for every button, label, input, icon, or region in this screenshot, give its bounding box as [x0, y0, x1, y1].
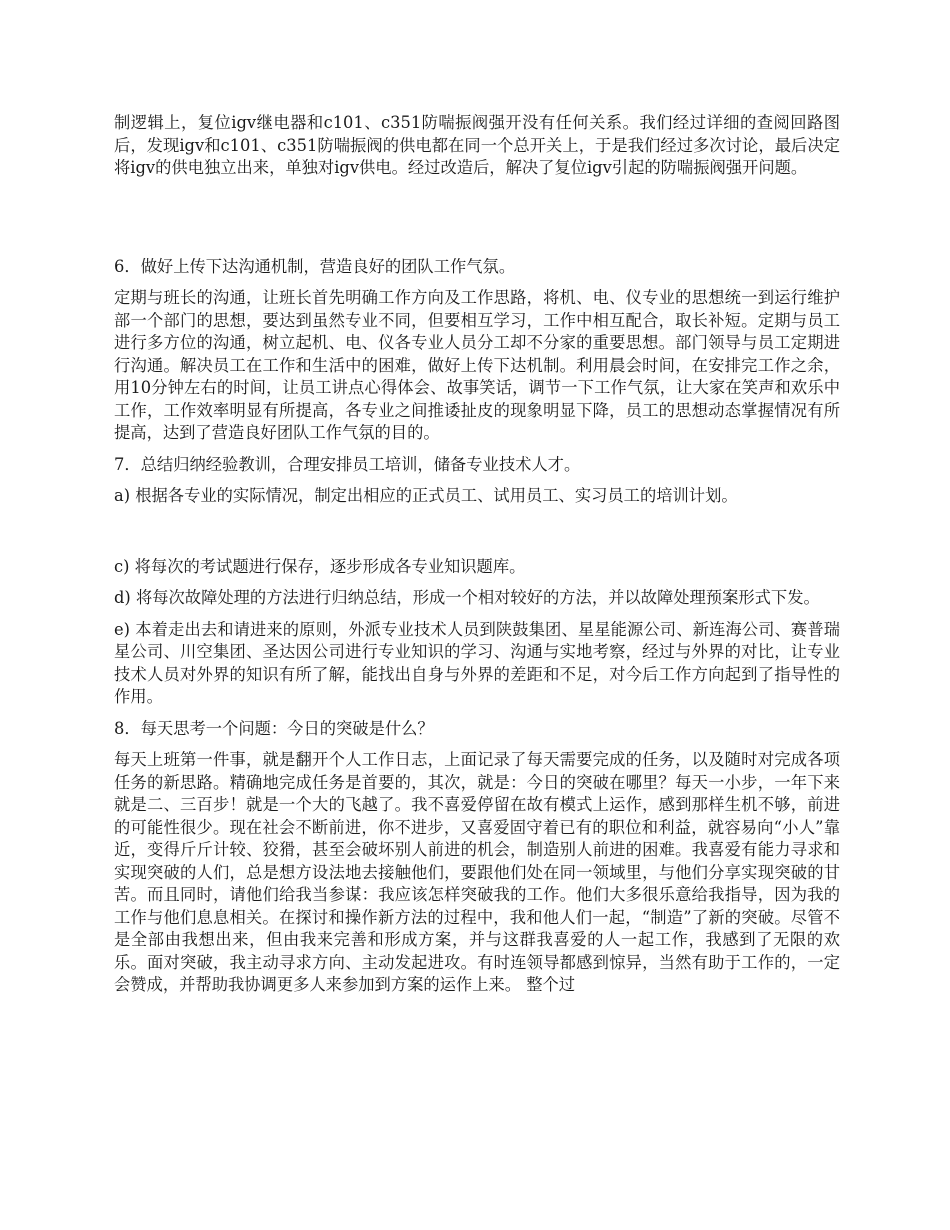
- list-item-a: a) 根据各专业的实际情况，制定出相应的正式员工、试用员工、实习员工的培训计划。: [114, 486, 738, 505]
- heading-8: 8．每天思考一个问题：今日的突破是什么？: [114, 718, 434, 738]
- paragraph-communication: 定期与班长的沟通，让班长首先明确工作方向及工作思路，将机、电、仪专业的思想统一到运行维护部一个部门的思想，要达到虽然专业不同，但要相互学习，工作中相互配合，取长补短。定期与员工进行多方位的沟通，树立起机、电、仪各专业人员分工却不分家的重要思想。部门领导与员工定期进行沟通。解决员工在工作和生活中的困难，做好上传下达机制。利用晨会时间，在安排完工作之余，用10分钟左右的时间，让员工讲点心得体会、故事笑话，调节一下工作气氛，让大家在笑声和欢乐中工作，工作效率明显有所提高，各专业之间推诿扯皮的现象明显下降，员工的思想动态掌握情况有所提高，达到了营造良好团队工作气氛的目的。: [114, 288, 840, 442]
- list-item-e: e) 本着走出去和请进来的原则，外派专业技术人员到陕鼓集团、星星能源公司、新连海公司、赛普瑞星公司、川空集团、圣达因公司进行专业知识的学习、沟通与实地考察，经过与外界的对比，让专业技术人员对外界的知识有所了解，能找出自身与外界的差距和不足，对今后工作方向起到了指导性的作用。: [114, 619, 840, 706]
- heading-7: 7．总结归纳经验教训，合理安排员工培训，储备专业技术人才。: [114, 454, 581, 474]
- heading-6: 6．做好上传下达沟通机制，营造良好的团队工作气氛。: [114, 256, 516, 276]
- list-item-c: c) 将每次的考试题进行保存，逐步形成各专业知识题库。: [114, 556, 526, 576]
- document-page: [114, 112, 840, 997]
- paragraph-daily-breakthrough: 每天上班第一件事，就是翻开个人工作日志，上面记录了每天需要完成的任务，以及随时对完成各项任务的新思路。精确地完成任务是首要的，其次，就是：今日的突破在哪里？每天一小步，一年下来就是二、三百步！就是一个大的飞越了。我不喜爱停留在故有模式上运作，感到那样生机不够，前进的可能性很少。现在社会不断前进，你不进步，又喜爱固守着已有的职位和利益，就容易向“小人”靠近，变得斤斤计较、狡猾，甚至会破坏别人前进的机会，制造别人前进的困难。我喜爱有能力寻求和实现突破的人们，总是想方设法地去接触他们，要跟他们处在同一领域里，与他们分享实现突破的甘苦。而且同时，请他们给我当参谋：我应该怎样突破我的工作。他们大多很乐意给我指导，因为我的工作与他们息息相关。在探讨和操作新方法的过程中，我和他人们一起，“制造”了新的突破。尽管不是全部由我想出来，但由我来完善和形成方案，并与这群我喜爱的人一起工作，我感到了无限的欢乐。面对突破，我主动寻求方向、主动发起进攻。有时连领导都感到惊异，当然有助于工作的，一定会赞成，并帮助我协调更多人来参加到方案的运作上来。 整个过: [114, 750, 840, 994]
- paragraph-igv-fix: 制逻辑上，复位igv继电器和c101、c351防喘振阀强开没有任何关系。我们经过详细的查阅回路图后，发现igv和c101、c351防喘振阀的供电都在同一个总开关上，于是我们经过多次讨论，最后决定将igv的供电独立出来，单独对igv供电。经过改造后，解决了复位igv引起的防喘振阀强开问题。: [114, 113, 840, 177]
- list-item-d: d) 将每次故障处理的方法进行归纳总结，形成一个相对较好的方法，并以故障处理预案形式下发。: [114, 588, 820, 607]
